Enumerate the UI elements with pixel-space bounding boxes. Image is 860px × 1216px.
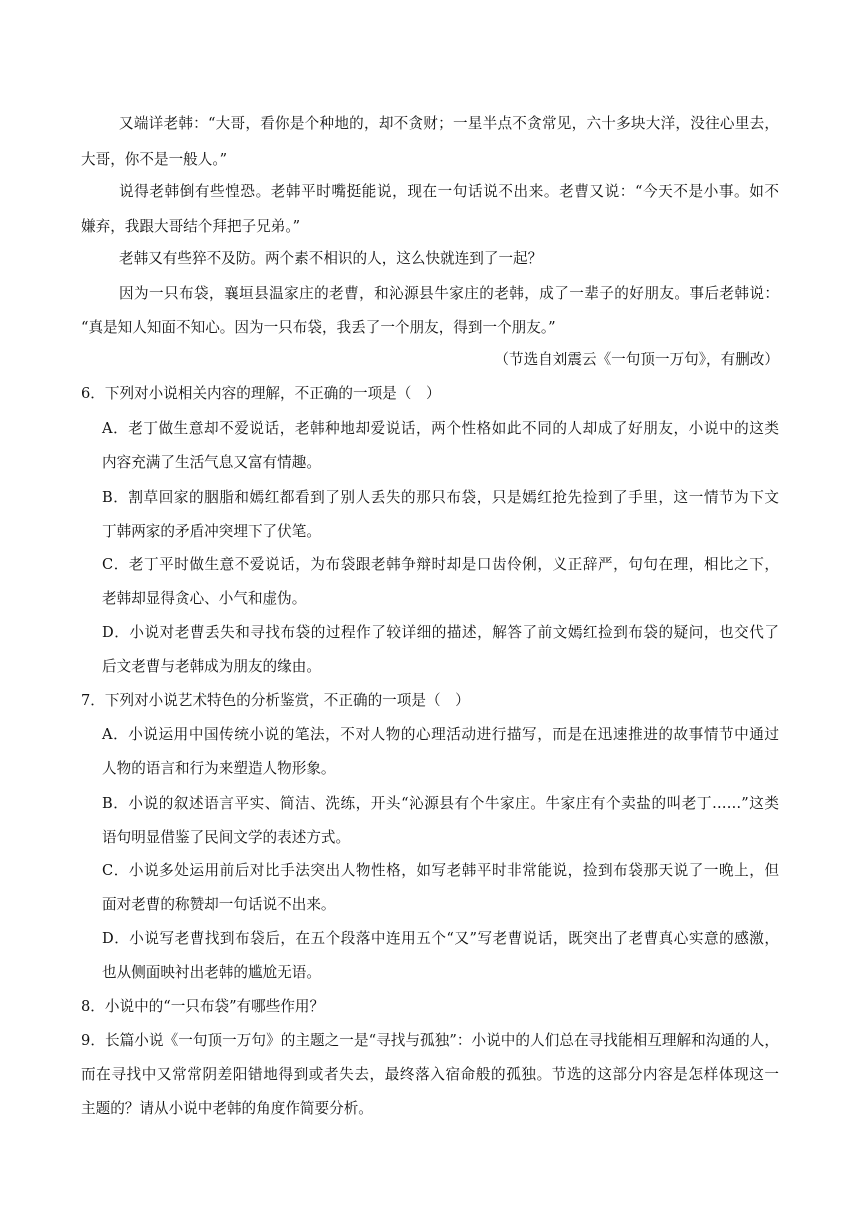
question-6-option-b-line2: 丁韩两家的矛盾冲突埋下了伏笔。 bbox=[102, 523, 321, 540]
question-6-option-c-line2: 老韩却显得贪心、小气和虚伪。 bbox=[102, 590, 307, 607]
question-6-option-d-line1: D．小说对老曹丢失和寻找布袋的过程作了较详细的描述，解答了前文嫣红捡到布袋的疑问，也交代了 bbox=[102, 624, 779, 641]
question-6-option-c-line1: C．老丁平时做生意不爱说话，为布袋跟老韩争辩时却是口齿伶俐，义正辞严，句句在理，相比之下， bbox=[102, 556, 779, 573]
question-7-option-a-line1: A．小说运用中国传统小说的笔法，不对人物的心理活动进行描写，而是在迅速推进的故事情节中通过 bbox=[102, 726, 779, 743]
passage-p4-line1: 因为一只布袋，襄垣县温家庄的老曹，和沁源县牛家庄的老韩，成了一辈子的好朋友。事后老韩说： bbox=[119, 285, 779, 302]
question-7-option-d-line2: 也从侧面映衬出老韩的尴尬无语。 bbox=[102, 964, 321, 981]
question-7-option-a-line2: 人物的语言和行为来塑造人物形象。 bbox=[102, 760, 336, 777]
question-6-stem: 6．下列对小说相关内容的理解，不正确的一项是（ ） bbox=[81, 385, 441, 402]
question-9-stem-line1: 9．长篇小说《一句顶一万句》的主题之一是“寻找与孤独”：小说中的人们总在寻找能相互理解和沟通的人， bbox=[81, 1032, 779, 1049]
question-7-option-b-line2: 语句明显借鉴了民间文学的表述方式。 bbox=[102, 829, 351, 846]
question-7-option-b-line1: B．小说的叙述语言平实、简洁、洗练，开头“沁源县有个牛家庄。牛家庄有个卖盐的叫老丁……”这类 bbox=[102, 795, 779, 812]
passage-p2-line2: 嫌弃，我跟大哥结个拜把子兄弟。” bbox=[81, 218, 301, 235]
question-6-option-a-line2: 内容充满了生活气息又富有情趣。 bbox=[102, 454, 321, 471]
question-9-stem-line2: 而在寻找中又常常阴差阳错地得到或者失去，最终落入宿命般的孤独。节选的这部分内容是怎样体现这一 bbox=[81, 1066, 779, 1083]
question-6-option-a-line1: A．老丁做生意却不爱说话，老韩种地却爱说话，两个性格如此不同的人却成了好朋友，小说中的这类 bbox=[102, 420, 779, 437]
passage-p3-line1: 老韩又有些猝不及防。两个素不相识的人，这么快就连到了一起？ bbox=[119, 250, 543, 267]
passage-p2-line1: 说得老韩倒有些惶恐。老韩平时嘴挺能说，现在一句话说不出来。老曹又说：“今天不是小事。如不 bbox=[119, 183, 779, 200]
passage-p1-line2: 大哥，你不是一般人。” bbox=[81, 151, 228, 168]
passage-source: （节选自刘震云《一句顶一万句》，有删改） bbox=[494, 351, 779, 368]
question-7-stem: 7．下列对小说艺术特色的分析鉴赏，不正确的一项是（ ） bbox=[81, 692, 470, 709]
question-7-option-d-line1: D．小说写老曹找到布袋后，在五个段落中连用五个“又”写老曹说话，既突出了老曹真心实意的感激， bbox=[102, 930, 779, 947]
question-8-stem: 8．小说中的“一只布袋”有哪些作用？ bbox=[81, 998, 325, 1015]
passage-p4-line2: “真是知人知面不知心。因为一只布袋，我丢了一个朋友，得到一个朋友。” bbox=[81, 319, 556, 336]
question-7-option-c-line1: C．小说多处运用前后对比手法突出人物性格，如写老韩平时非常能说，捡到布袋那天说了一晚上，但 bbox=[102, 862, 779, 879]
question-7-option-c-line2: 面对老曹的称赞却一句话说不出来。 bbox=[102, 896, 336, 913]
question-6-option-d-line2: 后文老曹与老韩成为朋友的缘由。 bbox=[102, 658, 321, 675]
question-9-stem-line3: 主题的？请从小说中老韩的角度作简要分析。 bbox=[81, 1100, 373, 1117]
passage-p1-line1: 又端详老韩：“大哥，看你是个种地的，却不贪财；一星半点不贪常见，六十多块大洋，没往心里去， bbox=[119, 115, 779, 132]
question-6-option-b-line1: B．割草回家的胭脂和嫣红都看到了别人丢失的那只布袋，只是嫣红抢先捡到了手里，这一情节为下文 bbox=[102, 489, 779, 506]
